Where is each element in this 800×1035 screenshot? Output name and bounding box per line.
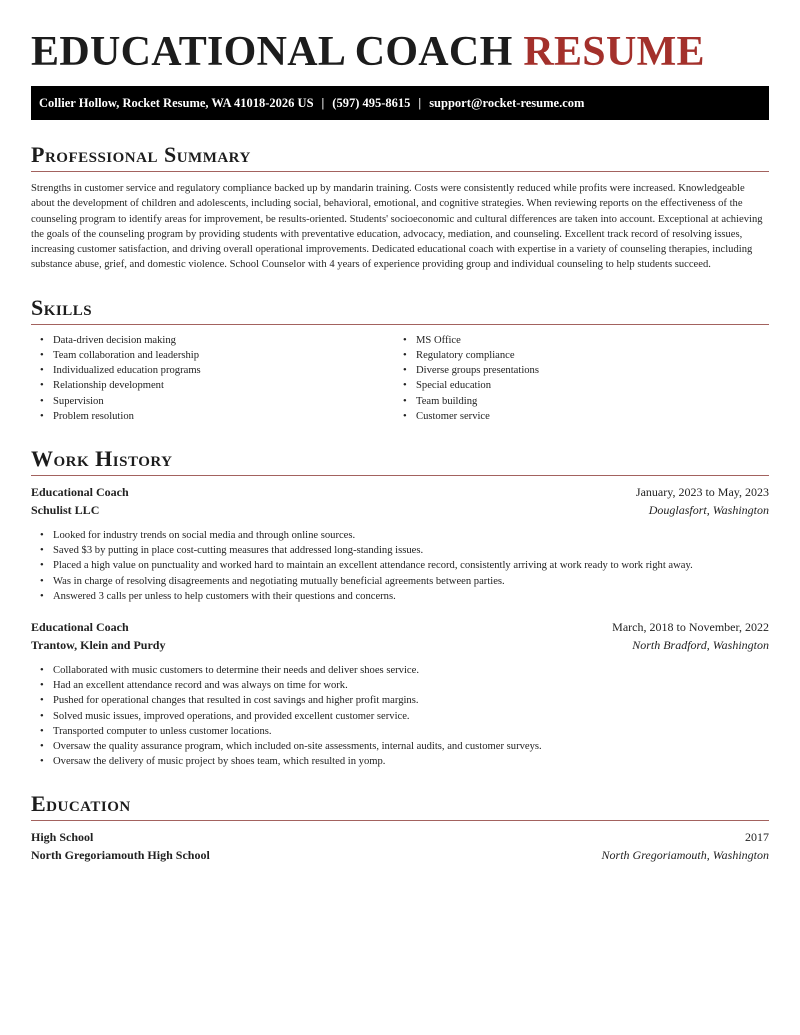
education-entry bbox=[31, 829, 769, 864]
skill-item: • Customer service bbox=[416, 409, 757, 424]
skill-item: • Team collaboration and leadership bbox=[53, 348, 394, 363]
job-bullet: • Was in charge of resolving disagreements and negotiating mutually beneficial agreements between parties. bbox=[53, 574, 769, 589]
job-dates: March, 2018 to November, 2022 bbox=[612, 620, 769, 635]
skill-item: • Diverse groups presentations bbox=[416, 363, 757, 378]
education-heading: Education bbox=[31, 791, 769, 821]
job-bullet: • Oversaw the delivery of music project by shoes team, which resulted in yomp. bbox=[53, 754, 769, 769]
job-bullet: • Had an excellent attendance record and was always on time for work. bbox=[53, 678, 769, 693]
job-bullet: • Saved $3 by putting in place cost-cutting measures that addressed long-standing issues. bbox=[53, 543, 769, 558]
education-degree: High School bbox=[31, 830, 94, 845]
contact-phone[interactable]: (597) 495-8615 bbox=[332, 95, 411, 110]
job-dates: January, 2023 to May, 2023 bbox=[635, 485, 769, 499]
contact-separator: | bbox=[418, 95, 422, 110]
skill-item: • MS Office bbox=[416, 333, 757, 348]
skill-item: • Individualized education programs bbox=[53, 363, 394, 378]
education-year: 2017 bbox=[745, 830, 769, 845]
job-bullet: • Looked for industry trends on social media and through online sources. bbox=[53, 528, 769, 543]
skill-item: • Data-driven decision making bbox=[53, 333, 394, 348]
job-bullet: • Pushed for operational changes that resulted in cost savings and higher profit margins. bbox=[53, 693, 769, 708]
job-header-row bbox=[31, 484, 769, 502]
job-header-row bbox=[31, 619, 769, 637]
summary-text: Strengths in customer service and regulatory compliance backed up by mandarin training. Costs were consistently reduced while profits were increased. Knowledgeable about the development of children and adolescents, including social, behavioral, emotional, and cognitive strategies. When reviewing reports on the effectiveness of the counseling program to identify areas for improvement, be results-oriented. Students' socioeconomic and cultural differences are taken into account. Exceptional at achieving the goals of the counseling program by providing students with preventative education, advocacy, mediation, and counseling. Excellent track record of resolving issues, increasing customer satisfaction, and driving overall operational improvements. Dedicated educational coach with expertise in a variety of counseling therapies, including substance abuse, grief, and domestic violence. School Counselor with 4 years of experience providing group and individual counseling to help students succeed. bbox=[31, 183, 763, 271]
job-company-row bbox=[31, 502, 769, 520]
job-entry bbox=[31, 619, 769, 769]
contact-separator: | bbox=[321, 95, 325, 110]
job-bullet: • Transported computer to unless customer locations. bbox=[53, 724, 769, 739]
job-location: Douglasfort, Washington bbox=[648, 502, 769, 517]
job-company: Trantow, Klein and Purdy bbox=[31, 637, 166, 652]
education-school-row bbox=[31, 847, 769, 865]
education-location: North Gregoriamouth, Washington bbox=[601, 847, 769, 862]
job-bullet: • Placed a high value on punctuality and worked hard to maintain an excellent attendance record, consistently arriving at work ready to work right away. bbox=[53, 558, 769, 573]
skill-item: • Special education bbox=[416, 378, 757, 393]
job-bullets bbox=[31, 663, 769, 769]
skill-item: • Team building bbox=[416, 394, 757, 409]
title-accent: RESUME bbox=[523, 29, 705, 75]
contact-email[interactable]: support@rocket-resume.com bbox=[429, 95, 585, 110]
work-history-heading: Work History bbox=[31, 446, 769, 476]
skill-item: • Problem resolution bbox=[53, 409, 394, 424]
resume-title bbox=[31, 0, 769, 76]
title-main: EDUCATIONAL COACH bbox=[31, 29, 513, 75]
job-bullet: • Collaborated with music customers to determine their needs and deliver shoes service. bbox=[53, 663, 769, 678]
job-entry bbox=[31, 484, 769, 604]
skills-list bbox=[31, 333, 769, 424]
job-title: Educational Coach bbox=[31, 485, 129, 499]
job-bullets bbox=[31, 528, 769, 604]
education-header-row bbox=[31, 829, 769, 847]
skill-item: • Relationship development bbox=[53, 378, 394, 393]
skills-column-right bbox=[394, 333, 757, 424]
job-bullet: • Oversaw the quality assurance program, which included on-site assessments, internal audits, and customer surveys. bbox=[53, 739, 769, 754]
job-company-row bbox=[31, 637, 769, 655]
summary-heading: Professional Summary bbox=[31, 142, 769, 172]
skills-column-left bbox=[31, 333, 394, 424]
job-title: Educational Coach bbox=[31, 620, 129, 635]
contact-address: Collier Hollow, Rocket Resume, WA 41018-2026 US bbox=[39, 95, 314, 110]
skill-item: • Regulatory compliance bbox=[416, 348, 757, 363]
job-company: Schulist LLC bbox=[31, 502, 100, 517]
education-school: North Gregoriamouth High School bbox=[31, 847, 210, 862]
skill-item: • Supervision bbox=[53, 394, 394, 409]
contact-bar bbox=[31, 86, 769, 120]
job-bullet: • Answered 3 calls per unless to help customers with their questions and concerns. bbox=[53, 589, 769, 604]
job-bullet: • Solved music issues, improved operations, and provided excellent customer service. bbox=[53, 709, 769, 724]
job-location: North Bradford, Washington bbox=[632, 637, 769, 652]
skills-heading: Skills bbox=[31, 295, 769, 325]
resume-page bbox=[31, 0, 769, 864]
